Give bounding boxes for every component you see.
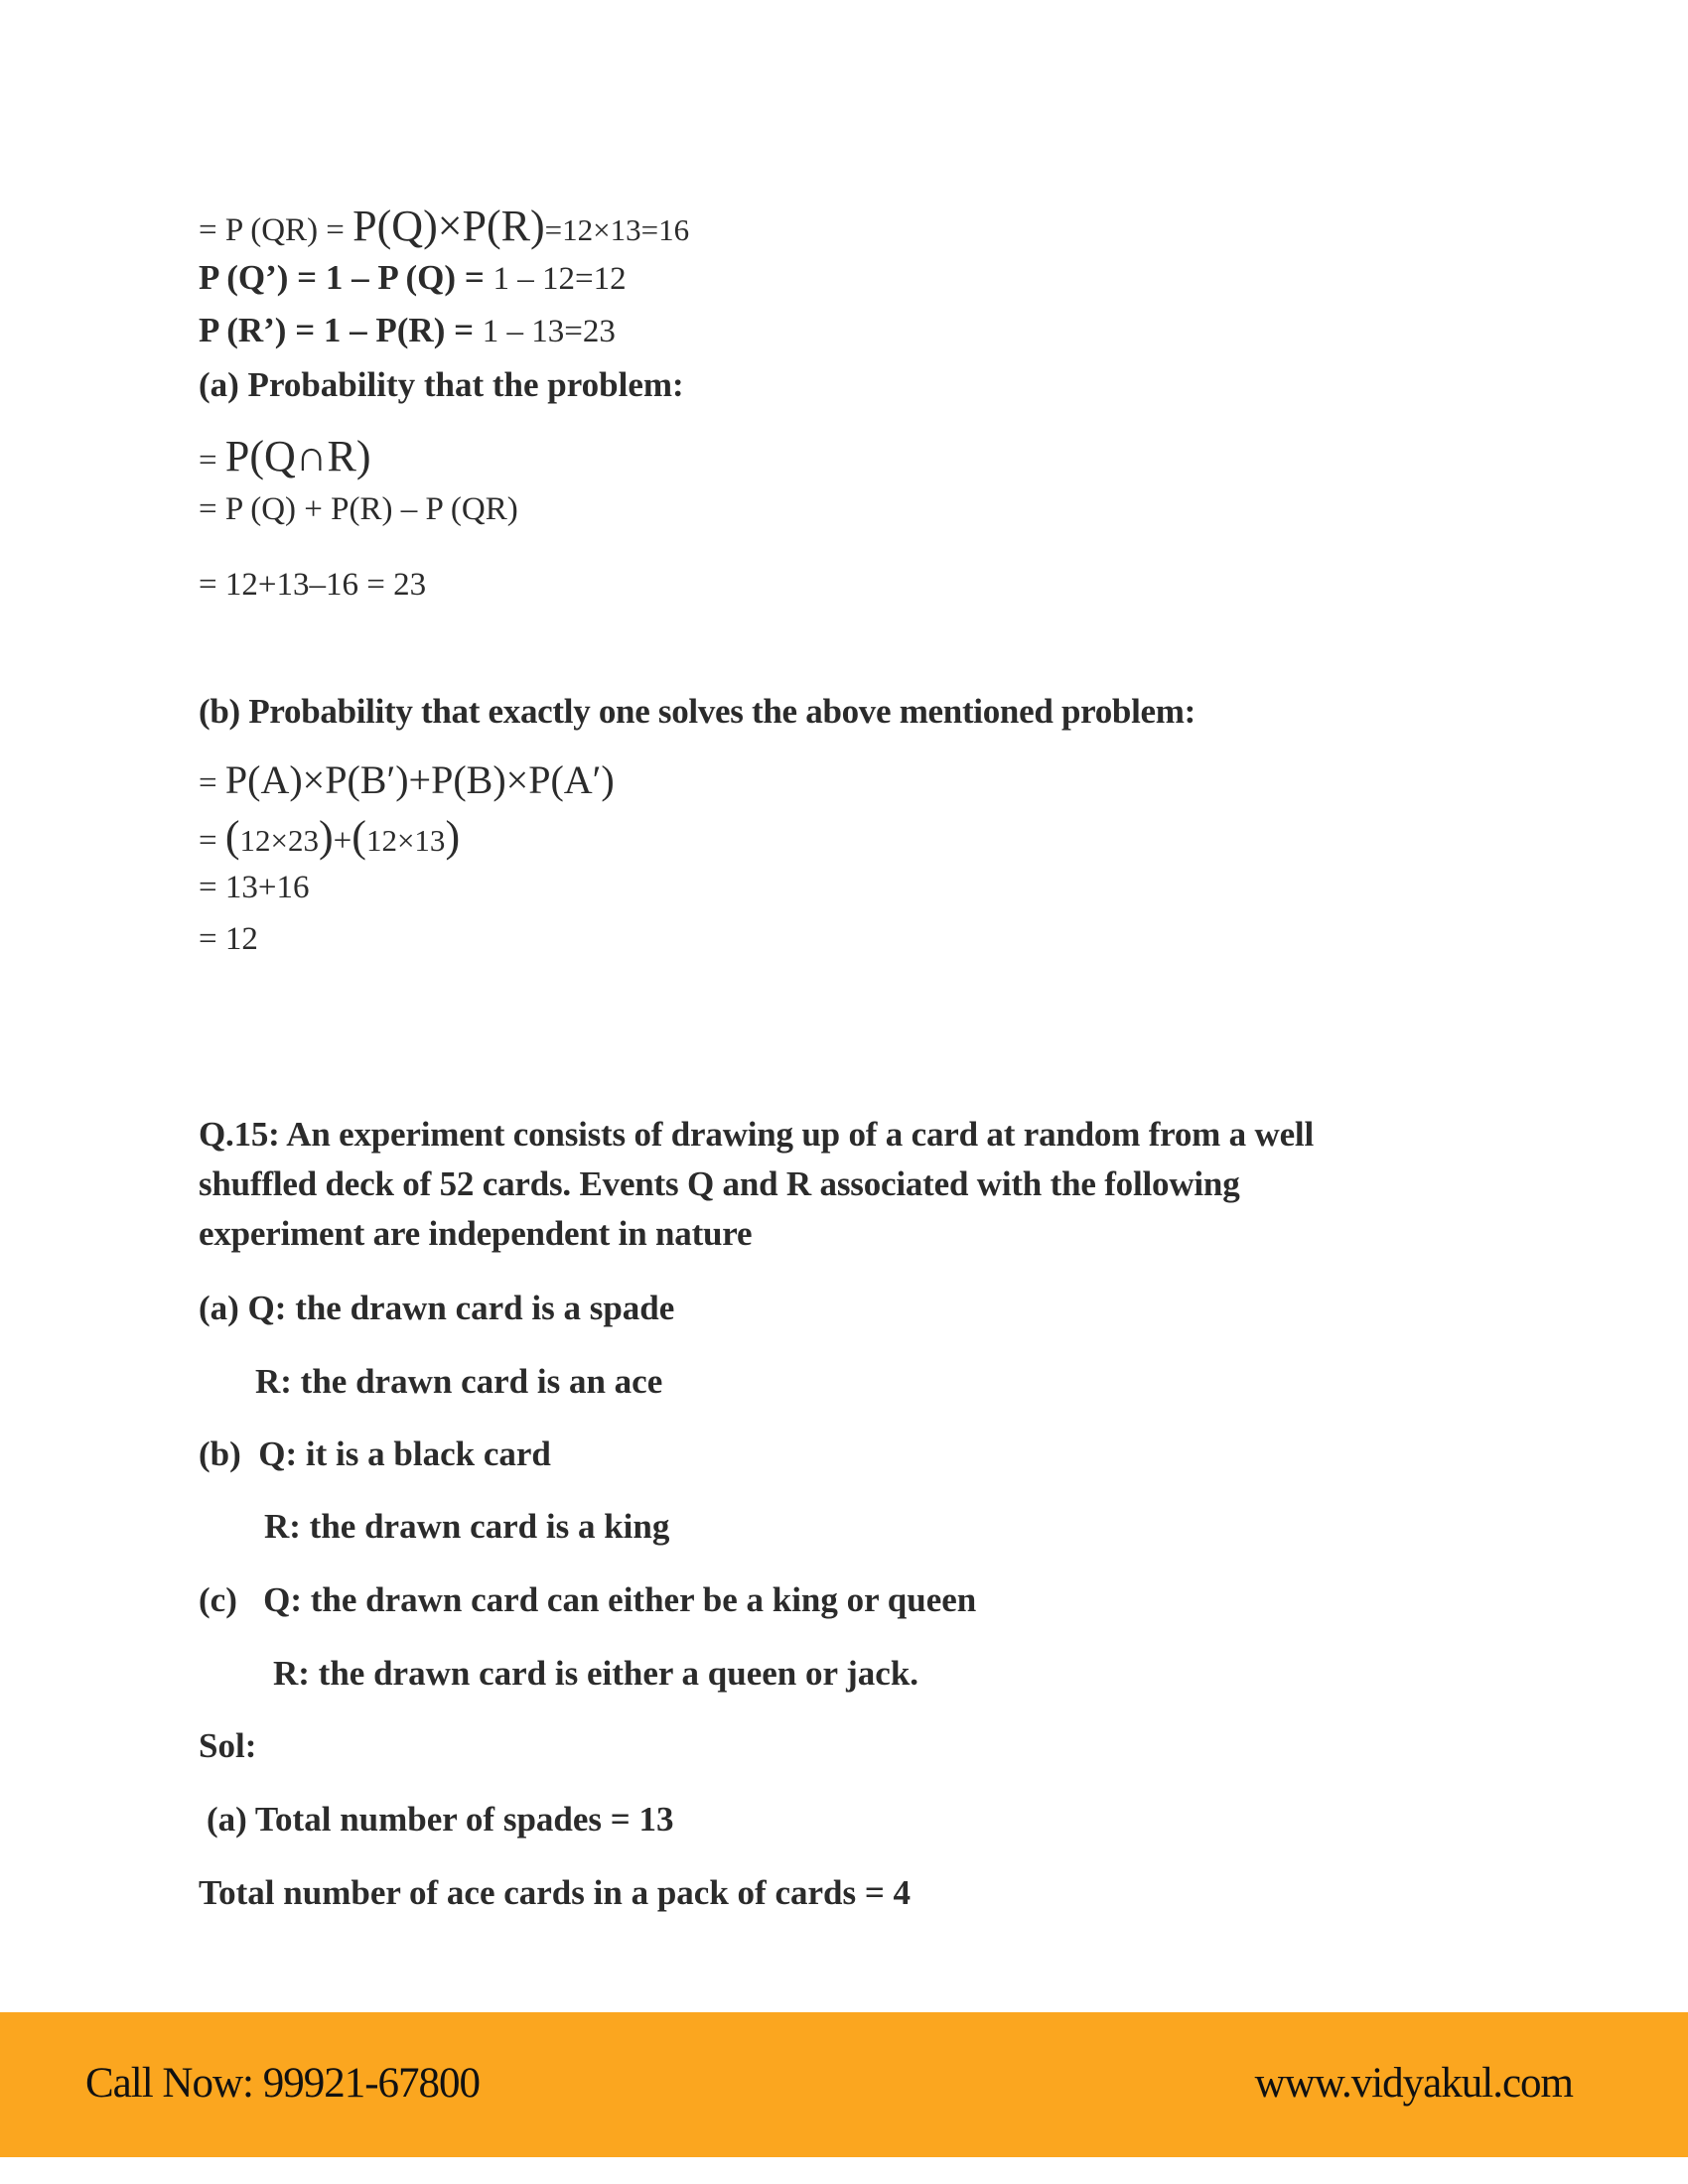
part-b-heading: (b) Probability that exactly one solves the above mentioned problem:	[199, 692, 1196, 731]
option-b-q: (b) Q: it is a black card	[199, 1434, 551, 1473]
equation-exactly-one-expr: P(A)×P(B′)+P(B)×P(A′)	[224, 757, 615, 802]
solution-label: Sol:	[199, 1726, 257, 1765]
equation-exactly-one	[199, 757, 615, 802]
paren-open: (	[352, 812, 366, 861]
equation-prefix: = P (QR) =	[199, 212, 353, 248]
equals-sign: =	[199, 443, 225, 478]
option-a-r: R: the drawn card is an ace	[255, 1362, 663, 1401]
paren-close: )	[319, 812, 334, 861]
equation-p-r-complement	[199, 313, 616, 348]
option-c-r: R: the drawn card is either a queen or jack.	[273, 1654, 919, 1693]
equation-union-formula: = P (Q) + P(R) – P (QR)	[199, 491, 518, 527]
part-a-heading: (a) Probability that the problem:	[199, 365, 684, 404]
equation-intersection	[199, 432, 371, 480]
equation-p-qr	[199, 202, 690, 250]
option-c-q: (c) Q: the drawn card can either be a king or queen	[199, 1580, 977, 1619]
paren-close: )	[445, 812, 461, 861]
equation-bold-part: P (Q’) = 1 – P (Q) =	[199, 258, 493, 297]
equation-final: = 12	[199, 921, 258, 957]
question-text-line-2: shuffled deck of 52 cards. Events Q and R associated with the following	[199, 1164, 1240, 1203]
equals-sign: =	[199, 823, 225, 859]
equation-p-q-complement	[199, 260, 627, 296]
website-link[interactable]: www.vidyakul.com	[1254, 2060, 1573, 2107]
equation-intersection-expr: P(Q∩R)	[224, 432, 371, 480]
equation-union-result: = 12+13–16 = 23	[199, 567, 427, 603]
product-term-1: 12×23	[239, 823, 320, 858]
equation-plain-part: 1 – 13=23	[482, 314, 616, 349]
call-now-phone[interactable]: Call Now: 99921-67800	[85, 2060, 481, 2107]
footer-banner	[0, 2012, 1688, 2157]
question-text-line-3: experiment are independent in nature	[199, 1214, 753, 1253]
solution-spades: (a) Total number of spades = 13	[207, 1800, 674, 1839]
equation-bold-part: P (R’) = 1 – P(R) =	[199, 311, 483, 349]
equals-sign: =	[199, 765, 225, 801]
option-b-r: R: the drawn card is a king	[264, 1507, 670, 1546]
equation-plain-part: 1 – 12=12	[492, 261, 627, 297]
solution-aces: Total number of ace cards in a pack of cards = 4	[199, 1873, 912, 1912]
product-term-2: 12×13	[365, 823, 446, 858]
question-text-line-1: Q.15: An experiment consists of drawing up of a card at random from a well	[199, 1115, 1314, 1154]
equation-result: =12×13=16	[544, 212, 690, 247]
plus-sign: +	[333, 823, 352, 859]
equation-substitution	[199, 812, 461, 861]
option-a-q: (a) Q: the drawn card is a spade	[199, 1289, 675, 1327]
equation-product: P(Q)×P(R)	[352, 202, 545, 250]
equation-sum: = 13+16	[199, 870, 310, 905]
paren-open: (	[224, 812, 240, 861]
